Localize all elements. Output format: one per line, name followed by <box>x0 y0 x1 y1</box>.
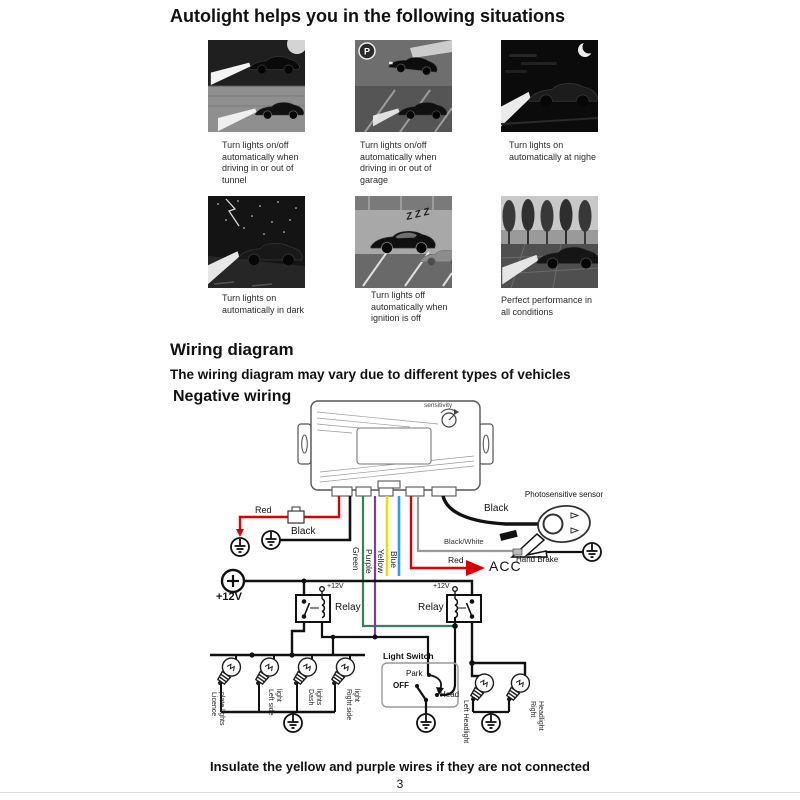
wire-red-ground <box>236 496 339 537</box>
park-label: Park <box>406 669 423 678</box>
junction-dot <box>249 652 254 657</box>
right-side-light-label: Right side light <box>345 689 361 721</box>
red-wire-label: Red <box>255 505 272 515</box>
control-unit <box>298 401 493 496</box>
fuse-icon <box>288 511 304 523</box>
caption-all-conditions: Perfect performance in all conditions <box>501 295 593 317</box>
ground-icon <box>284 714 302 732</box>
caption-tunnel: Turn lights on/off automatically when driving in or out of tunnel <box>222 140 299 186</box>
page-number: 3 <box>396 777 404 791</box>
acc-red-label: Red <box>448 555 464 565</box>
junction-dot <box>289 652 294 657</box>
relay-left-label: Relay <box>335 602 361 613</box>
right-headlight-label: Right Headlight <box>529 701 545 731</box>
acc-label: ACC <box>489 558 522 574</box>
relay-left <box>296 587 330 622</box>
ground-icon <box>482 714 500 732</box>
ignition-off-scene <box>355 196 452 288</box>
caption-dark: Turn lights on automatically in dark <box>222 293 305 315</box>
headlight-return-wires <box>473 699 509 714</box>
licence-plate-lights-label: Licence plate lights <box>210 692 226 726</box>
photo-dark <box>208 196 305 288</box>
black-wire-label: Black <box>291 526 316 537</box>
bulb-right-side <box>326 655 358 690</box>
night-scene <box>501 40 598 132</box>
dark-scene <box>208 196 305 288</box>
battery-12v-label: +12V <box>216 591 242 603</box>
acc-arrowhead <box>466 560 485 576</box>
relay-right-label: Relay <box>418 602 444 613</box>
dash-lights-label: Dash lights <box>307 689 323 706</box>
off-label: OFF <box>393 681 409 690</box>
negative-wiring-heading: Negative wiring <box>173 388 292 405</box>
photo-garage <box>355 40 452 132</box>
tunnel-scene <box>208 40 305 132</box>
switch-arc <box>429 675 441 689</box>
sleep-zzz-text: Z Z Z <box>405 206 431 223</box>
bulb-licence-plate <box>212 655 244 690</box>
wiring-heading: Wiring diagram <box>170 340 294 359</box>
head-feed-wire <box>440 626 455 695</box>
hand-brake-grip <box>500 530 518 541</box>
photo-ignition-off <box>355 196 452 288</box>
arrowhead <box>236 529 244 537</box>
junction-dot <box>302 579 307 584</box>
left-headlight-label: Left Headlight <box>462 700 470 744</box>
junction-dot <box>373 635 378 640</box>
bottom-divider <box>0 792 800 793</box>
battery-positive <box>222 570 244 592</box>
blue-wire-label: Blue <box>389 551 399 569</box>
light-switch-label: Light Switch <box>383 651 434 661</box>
ground-icon <box>583 543 601 561</box>
sensitivity-label: sensitivity <box>424 402 453 409</box>
black-white-label: Black/White <box>444 537 484 546</box>
junction-dot <box>331 635 336 640</box>
yellow-wire-label: Yellow <box>376 549 386 574</box>
footer-note: Insulate the yellow and purple wires if they are not connected <box>210 759 590 774</box>
relay-left-12v-label: +12V <box>327 583 344 590</box>
relay-right-12v-label: +12V <box>433 583 450 590</box>
all-conditions-scene <box>501 196 598 288</box>
relay-left-output <box>292 622 304 655</box>
relay-12v-terminal <box>453 587 458 592</box>
relay-12v-terminal <box>320 587 325 592</box>
fuse-icon-top <box>292 507 300 511</box>
wiring-subheading: The wiring diagram may vary due to different types of vehicles <box>170 367 571 382</box>
photo-night <box>501 40 598 132</box>
photo-tunnel <box>208 40 305 132</box>
left-side-light-label: Left side light <box>267 689 283 716</box>
photosensor-label: Photosensitive sensor <box>524 490 604 499</box>
wiring-diagram <box>170 396 640 770</box>
ground-icon <box>417 714 435 732</box>
head-terminal <box>435 693 439 697</box>
switch-lever <box>418 688 427 701</box>
bulb-dash <box>288 655 320 690</box>
caption-garage: Turn lights on/off automatically when driving in or out of garage <box>360 140 437 186</box>
head-label: Head <box>440 690 460 699</box>
caption-night: Turn lights on automatically at nighe <box>509 140 597 162</box>
purple-wire-label: Purple <box>364 549 374 574</box>
ground-icon <box>231 538 249 556</box>
right-headlight-wire <box>472 663 525 675</box>
green-wire-label: Green <box>351 547 361 571</box>
sensor-black-label: Black <box>484 503 509 514</box>
bulb-left-side <box>250 655 282 690</box>
hand-brake-label: Hand Brake <box>516 555 559 564</box>
garage-scene <box>355 40 452 132</box>
photosensitive-sensor <box>536 503 591 544</box>
headlight-left-bulb <box>465 671 497 706</box>
parking-sign-letter: P <box>363 46 371 57</box>
photo-all-conditions <box>501 196 598 288</box>
caption-ignition-off: Turn lights off automatically when ignition is off <box>371 290 448 324</box>
page-title: Autolight helps you in the following situations <box>170 6 565 26</box>
label-plate <box>357 428 431 464</box>
relay-right <box>447 587 481 622</box>
ground-icon <box>262 531 280 549</box>
